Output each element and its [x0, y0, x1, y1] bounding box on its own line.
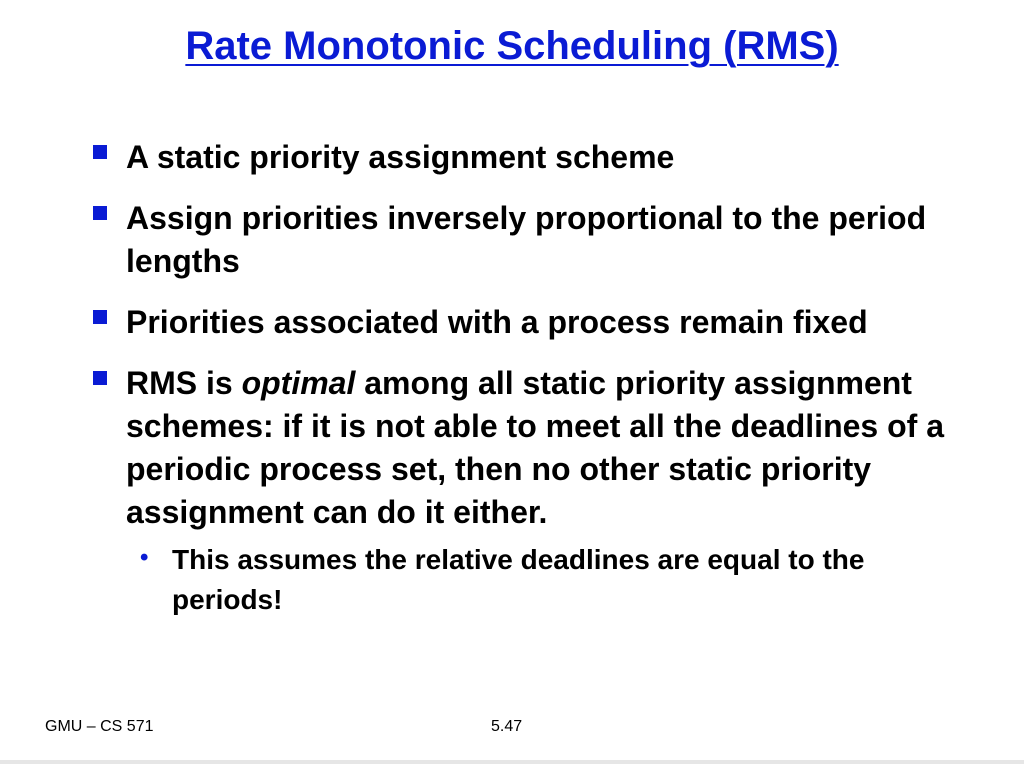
square-bullet-icon [93, 206, 107, 220]
sub-bullet-list [126, 540, 950, 620]
square-bullet-icon [93, 145, 107, 159]
slide-title-text: Rate Monotonic Scheduling (RMS) [185, 24, 839, 68]
sub-bullet-text: This assumes the relative deadlines are equal to the periods! [172, 544, 865, 615]
bullet-text: Priorities associated with a process remain fixed [126, 304, 868, 340]
bullet-item [90, 362, 950, 620]
bullet-text-after: among all static priority assignment schemes: if it is not able to meet all the deadlines of a periodic process set, then no other static priority assignment can do it either. [126, 365, 944, 530]
square-bullet-icon [93, 371, 107, 385]
bottom-divider [0, 760, 1024, 764]
bullet-text-before: RMS is [126, 365, 242, 401]
footer-slide-number: 5.47 [491, 718, 523, 735]
bullet-text: A static priority assignment scheme [126, 139, 675, 175]
bullet-item [90, 136, 950, 179]
bullet-list [90, 136, 950, 638]
bullet-item [90, 301, 950, 344]
bullet-text: Assign priorities inversely proportional to the period lengths [126, 200, 927, 279]
bullet-emphasis: optimal [241, 365, 356, 401]
dot-bullet-icon: • [140, 544, 149, 571]
sub-bullet-item [126, 540, 950, 620]
bullet-item [90, 197, 950, 283]
square-bullet-icon [93, 310, 107, 324]
footer-course: GMU – CS 571 [45, 718, 154, 735]
slide-title [0, 22, 1024, 70]
